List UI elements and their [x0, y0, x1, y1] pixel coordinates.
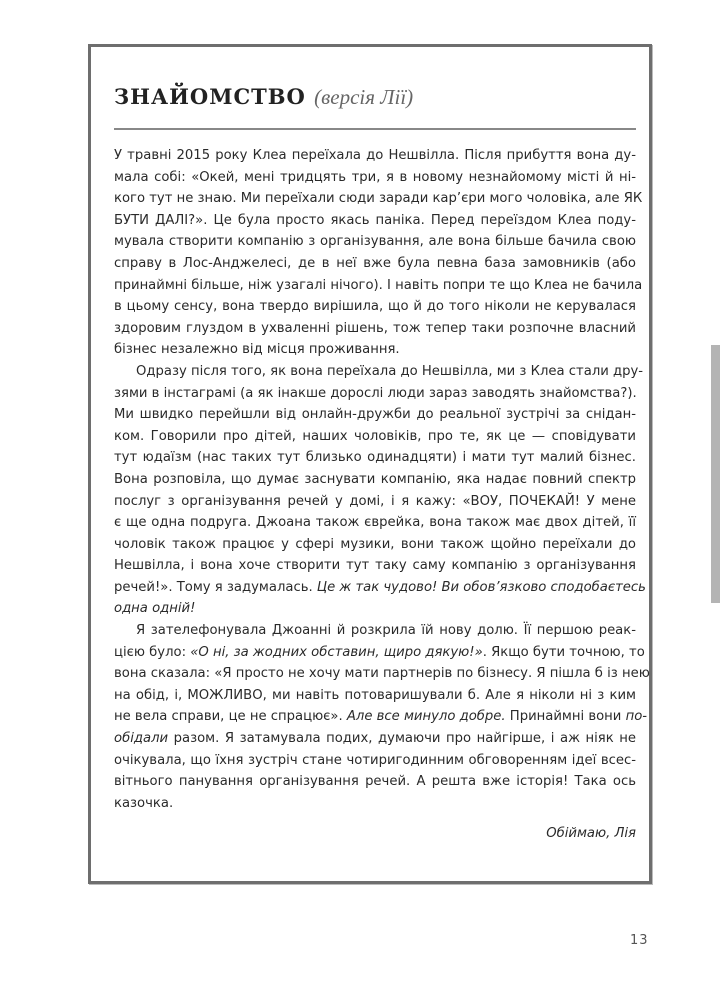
text-line	[114, 469, 636, 491]
text-segment: очікувала, що їхня зустріч стане чотиригодинним обговоренням ідеї всес-	[114, 752, 636, 768]
text-segment: разом. Я затамувала подих, думаючи про найгірше, і аж ніяк не	[168, 731, 636, 747]
chapter-tab	[711, 345, 720, 603]
text-line	[114, 253, 636, 275]
text-segment: тут юдаїзм (нас таких тут близько одинадцяти) і мати тут малий бізнес.	[114, 450, 636, 466]
title-divider	[114, 128, 636, 130]
text-segment: Одразу після того, як вона переїхала до Нешвілла, ми з Клеа стали дру-	[136, 363, 644, 379]
body-text	[114, 145, 650, 814]
italic-text: Але все минуло добре.	[346, 709, 506, 725]
text-line	[114, 555, 636, 577]
text-line	[114, 642, 645, 664]
text-segment: У травні 2015 року Клеа переїхала до Нешвілла. Після прибуття вона ду-	[114, 148, 636, 163]
italic-text: обідали	[114, 731, 169, 747]
text-segment: кого тут не знаю. Ми переїхали сюди заради кар’єри мого чоловіка, але ЯК	[114, 191, 643, 207]
text-line	[114, 447, 636, 469]
text-line	[114, 771, 636, 793]
page-title	[114, 84, 413, 110]
text-line	[114, 426, 636, 448]
text-segment: Нешвілла, і вона хоче створити тут таку саму компанію з організування	[114, 558, 636, 574]
text-line	[114, 339, 636, 361]
text-segment: зями в інстаграмі (а як інакше дорослі люди зараз заводять знайомства?).	[114, 385, 637, 401]
text-line	[114, 275, 643, 297]
text-segment: Принаймні вони	[505, 709, 626, 725]
text-line	[114, 620, 636, 642]
text-line	[114, 685, 636, 707]
text-line	[114, 793, 636, 815]
text-segment: послуг з організування речей у домі, і я кажу: «ВОУ, ПОЧЕКАЙ! У мене	[114, 493, 636, 509]
text-segment: є ще одна подруга. Джоана також єврейка, вона також має двох дітей, її	[114, 515, 636, 531]
text-line	[114, 663, 650, 685]
text-line	[114, 577, 646, 599]
text-line	[114, 728, 636, 750]
text-line	[114, 210, 636, 232]
text-segment: принаймні більше, ніж узагалі нічого). І навіть попри те що Клеа не бачила	[114, 277, 643, 293]
text-segment: мувала створити компанію з організування, але вона більше бачила свою	[114, 234, 636, 250]
text-segment: Я зателефонувала Джоанні й розкрила їй нову долю. Її першою реак-	[136, 623, 636, 639]
text-line	[114, 534, 636, 556]
page-number: 13	[630, 933, 649, 948]
text-line	[114, 598, 636, 620]
signature: Обіймаю, Лія	[546, 826, 636, 841]
text-segment: справу в Лос-Анджелесі, де в неї вже була певна база замовників (або	[114, 255, 636, 271]
text-segment: чоловік також працює у сфері музики, вони також щойно переїхали до	[114, 536, 636, 552]
text-segment: Вона розповіла, що думає заснувати компанію, яка надає повний спектр	[114, 471, 636, 487]
text-segment: вона сказала: «Я просто не хочу мати партнерів по бізнесу. Я пішла б із нею	[114, 666, 650, 682]
text-segment: в цьому сенсу, вона твердо вирішила, що й до того ніколи не керувалася	[114, 299, 636, 315]
text-line	[114, 167, 636, 189]
italic-text: Це ж так чудово! Ви обов’язково сподобаєтесь	[316, 579, 646, 595]
title-main: ЗНАЙОМСТВО	[114, 84, 306, 109]
text-segment: ком. Говорили про дітей, наших чоловіків, про те, як це — сповідувати	[114, 428, 636, 444]
italic-text: «О ні, за жодних обставин, щиро дякую!»	[190, 644, 483, 660]
text-line	[114, 296, 636, 318]
text-segment: на обід, і, МОЖЛИВО, ми навіть потоваришували б. Але я ніколи ні з ким	[114, 687, 636, 703]
text-line	[114, 318, 636, 340]
text-line	[114, 706, 648, 728]
text-segment: вітнього панування організування речей. А решта вже історія! Така ось	[114, 774, 636, 790]
text-segment: цією було:	[114, 644, 191, 660]
text-line	[114, 231, 636, 253]
text-line	[114, 512, 636, 534]
title-subtitle: (версія Лії)	[314, 85, 414, 109]
italic-text: по-	[625, 709, 648, 725]
text-line	[114, 188, 643, 210]
text-line	[114, 491, 636, 513]
text-segment: Ми швидко перейшли від онлайн-дружби до реальної зустрічі за снідан-	[114, 407, 636, 423]
text-segment: здоровим глуздом в ухваленні рішень, тож тепер таки розпочне власний	[114, 320, 636, 336]
text-segment: не вела справи, це не спрацює».	[114, 709, 347, 725]
text-segment: казочка.	[114, 795, 174, 811]
italic-text: одна одній!	[114, 601, 196, 617]
text-line	[114, 361, 644, 383]
text-line	[114, 383, 636, 405]
text-line	[114, 145, 636, 167]
text-segment: бізнес незалежно від місця проживання.	[114, 342, 400, 358]
text-segment: речей!». Тому я задумалась.	[114, 579, 317, 595]
text-segment: . Якщо бути точною, то	[482, 644, 645, 660]
text-segment: мала собі: «Окей, мені тридцять три, я в новому незнайомому місті й ні-	[114, 169, 636, 185]
text-line	[114, 404, 636, 426]
text-segment: БУТИ ДАЛІ?». Це була просто якась паніка. Перед переїздом Клеа поду-	[114, 212, 636, 228]
text-line	[114, 750, 636, 772]
